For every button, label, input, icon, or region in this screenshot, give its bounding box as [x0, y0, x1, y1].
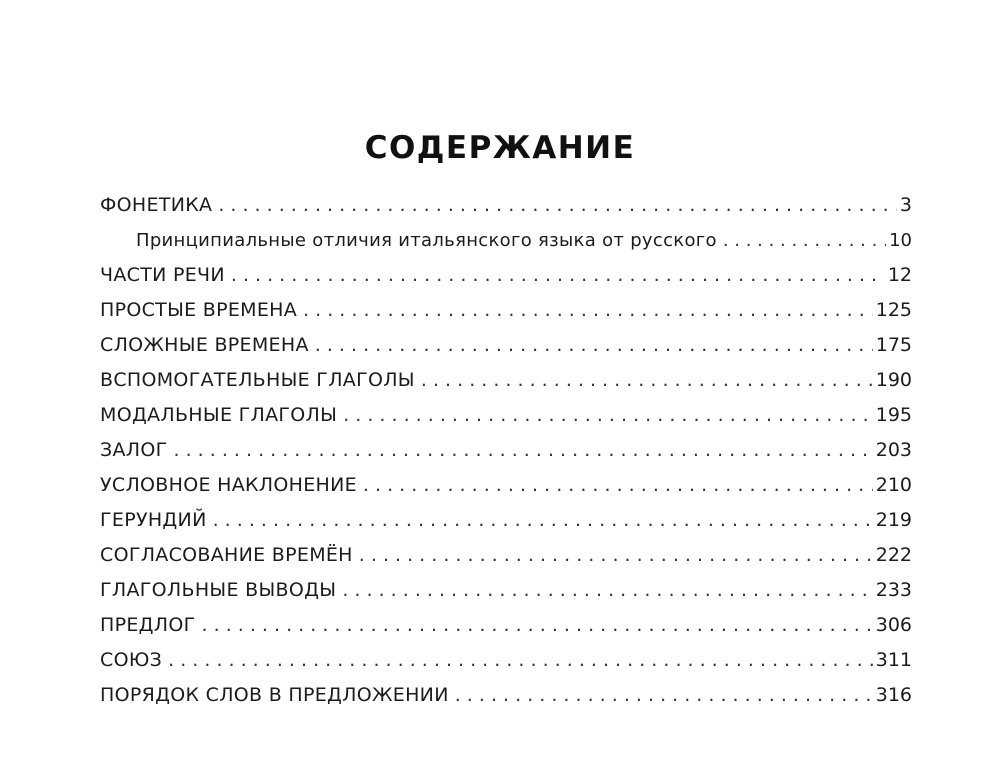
entry-title: УСЛОВНОЕ НАКЛОНЕНИЕ	[100, 474, 357, 496]
page-number: 195	[875, 404, 912, 426]
page-number: 203	[875, 439, 912, 461]
toc-subentry[interactable]	[100, 223, 912, 258]
page-number: 219	[875, 509, 912, 531]
page-number: 316	[875, 684, 912, 706]
dot-leader	[723, 223, 886, 258]
dot-leader	[218, 188, 897, 223]
toc-entry[interactable]	[100, 608, 912, 643]
page-number: 125	[875, 299, 912, 321]
dot-leader	[421, 363, 873, 398]
dot-leader	[363, 468, 873, 503]
entry-title: ЗАЛОГ	[100, 439, 168, 461]
page-number: 175	[875, 334, 912, 356]
toc-entry[interactable]	[100, 538, 912, 573]
page-number: 233	[875, 579, 912, 601]
toc-entry[interactable]	[100, 328, 912, 363]
entry-title: МОДАЛЬНЫЕ ГЛАГОЛЫ	[100, 404, 338, 426]
dot-leader	[315, 328, 873, 363]
dot-leader	[231, 258, 885, 293]
toc-entry[interactable]	[100, 468, 912, 503]
entry-title: ГЛАГОЛЬНЫЕ ВЫВОДЫ	[100, 579, 337, 601]
entry-title: СОЮЗ	[100, 649, 163, 671]
entry-title: Принципиальные отличия итальянского языка от русского	[136, 230, 717, 251]
entry-title: СОГЛАСОВАНИЕ ВРЕМЁН	[100, 544, 353, 566]
dot-leader	[168, 643, 873, 678]
entry-title: ПРЕДЛОГ	[100, 614, 196, 636]
toc-entry[interactable]	[100, 258, 912, 293]
toc-entry[interactable]	[100, 363, 912, 398]
entry-title: ЧАСТИ РЕЧИ	[100, 264, 225, 286]
toc-entry[interactable]	[100, 573, 912, 608]
dot-leader	[303, 293, 873, 328]
page-number: 210	[875, 474, 912, 496]
dot-leader	[359, 538, 873, 573]
page-number: 10	[889, 230, 912, 251]
page-number: 190	[875, 369, 912, 391]
entry-title: ПОРЯДОК СЛОВ В ПРЕДЛОЖЕНИИ	[100, 684, 449, 706]
toc-entry[interactable]	[100, 643, 912, 678]
entry-title: ВСПОМОГАТЕЛЬНЫЕ ГЛАГОЛЫ	[100, 369, 415, 391]
page-number: 311	[875, 649, 912, 671]
dot-leader	[343, 398, 873, 433]
entry-title: ФОНЕТИКА	[100, 194, 213, 216]
dot-leader	[455, 678, 873, 713]
toc-entry[interactable]	[100, 503, 912, 538]
page-number: 12	[887, 264, 912, 286]
toc-entry[interactable]	[100, 433, 912, 468]
toc-entry[interactable]	[100, 678, 912, 713]
dot-leader	[342, 573, 872, 608]
page-number: 3	[899, 194, 912, 216]
entry-title: СЛОЖНЫЕ ВРЕМЕНА	[100, 334, 309, 356]
page-number: 222	[875, 544, 912, 566]
toc-entry[interactable]	[100, 188, 912, 223]
page-title: СОДЕРЖАНИЕ	[364, 130, 636, 166]
dot-leader	[213, 503, 873, 538]
entry-title: ПРОСТЫЕ ВРЕМЕНА	[100, 299, 298, 321]
page-number: 306	[875, 614, 912, 636]
entry-title: ГЕРУНДИЙ	[100, 509, 207, 531]
toc-entry[interactable]	[100, 398, 912, 433]
table-of-contents	[100, 188, 912, 713]
dot-leader	[174, 433, 873, 468]
dot-leader	[202, 608, 873, 643]
toc-entry[interactable]	[100, 293, 912, 328]
